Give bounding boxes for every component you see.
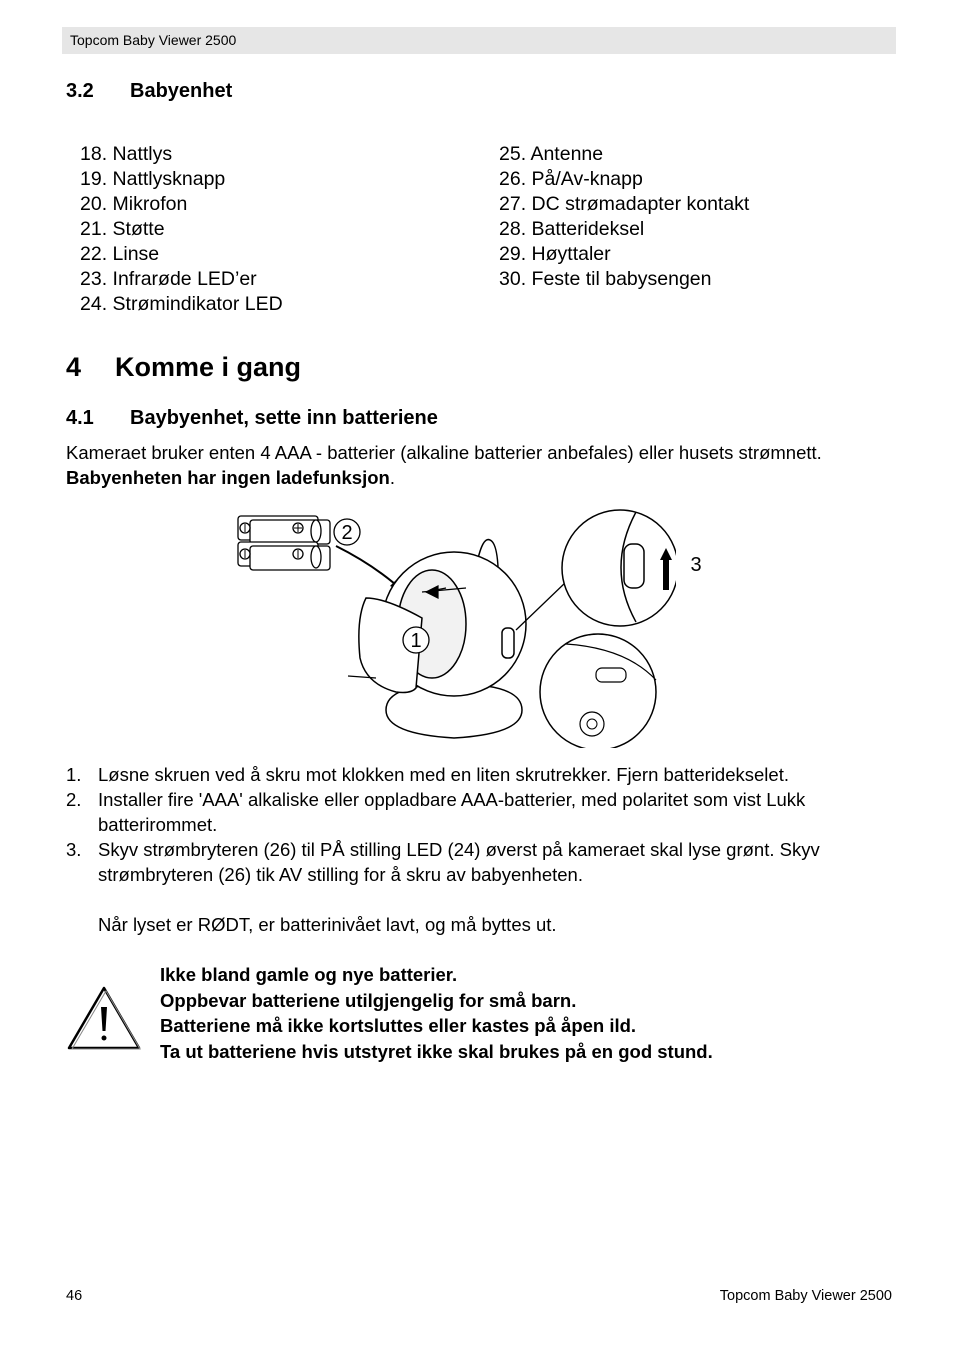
batteries-icon [238, 516, 330, 570]
step-text: Skyv strømbryteren (26) til PÅ stilling LED (24) øverst på kameraet skal lyse grønt. Skyv strømbryteren (26) tik AV stilling for å skru av babyenheten. [98, 839, 820, 885]
step-number: 2. [66, 789, 82, 810]
intro-text: Kameraet bruker enten 4 AAA - batterier (alkaline batterier anbefales) eller husets strømnett. [66, 442, 822, 463]
header-title: Topcom Baby Viewer 2500 [70, 32, 237, 48]
section-number: 4.1 [66, 407, 94, 429]
warning-line: Ta ut batteriene hvis utstyret ikke skal brukes på en god stund. [160, 1040, 713, 1062]
section-title: Baybyenhet, sette inn batteriene [130, 407, 438, 429]
intro-note [66, 465, 822, 490]
battery-installation-illustration [236, 508, 676, 748]
list-item: 30. Feste til babysengen [499, 268, 712, 290]
power-switch [624, 544, 644, 588]
callout-2-label: 2 [341, 522, 353, 544]
callout-1-label: 1 [410, 630, 422, 652]
section-number: 4 [66, 352, 82, 382]
list-item: 24. Strømindikator LED [80, 293, 283, 315]
list-item: 29. Høyttaler [499, 243, 611, 265]
list-item [66, 837, 888, 887]
battery-low-note: Når lyset er RØDT, er batterinivået lavt, og må byttes ut. [98, 914, 557, 935]
warning-line: Oppbevar batteriene utilgjengelig for små barn. [160, 989, 577, 1011]
warning-line: Batteriene må ikke kortsluttes eller kastes på åpen ild. [160, 1015, 637, 1036]
footer-title: Topcom Baby Viewer 2500 [719, 1288, 892, 1304]
page-header [62, 27, 896, 54]
step-text: Løsne skruen ved å skru mot klokken med en liten skrutrekker. Fjern batteridekselet. [98, 764, 789, 785]
step-number: 3. [66, 839, 82, 860]
intro-bold: Babyenheten har ingen ladefunksjon [66, 467, 390, 488]
list-item: 20. Mikrofon [80, 193, 188, 215]
page-number: 46 [66, 1288, 83, 1304]
callout-3-label: 3 [690, 554, 702, 576]
parts-list-left [80, 142, 283, 317]
list-item: 25. Antenne [499, 143, 604, 165]
switch-detail-zoom [562, 510, 676, 626]
list-item: 26. På/Av-knapp [499, 168, 643, 190]
warning-icon [66, 985, 142, 1051]
list-item: 22. Linse [80, 243, 160, 265]
parts-list-right [499, 142, 749, 292]
list-item: 18. Nattlys [80, 143, 173, 165]
intro-bold-suffix: . [389, 467, 395, 488]
instruction-steps [66, 762, 918, 937]
list-item [66, 762, 918, 787]
step-number: 1. [66, 764, 82, 785]
warning-line: Ikke bland gamle og nye batterier. [160, 964, 458, 985]
list-item: 21. Støtte [80, 218, 165, 240]
intro-paragraph [66, 440, 822, 490]
section-number: 3.2 [66, 80, 94, 102]
list-item: 23. Infrarøde LED’er [80, 268, 257, 290]
camera-unit [359, 540, 526, 738]
section-title: Komme i gang [115, 352, 302, 382]
battery-warnings [160, 962, 713, 1064]
list-item: 28. Batterideksel [499, 218, 645, 240]
list-item [66, 787, 918, 837]
step-text: Installer fire 'AAA' alkaliske eller oppladbare AAA-batterier, med polaritet som vist Lukk batterirommet. [98, 789, 806, 835]
section-title: Babyenhet [130, 80, 233, 102]
list-item: 19. Nattlysknapp [80, 168, 226, 190]
list-item: 27. DC strømadapter kontakt [499, 193, 750, 215]
